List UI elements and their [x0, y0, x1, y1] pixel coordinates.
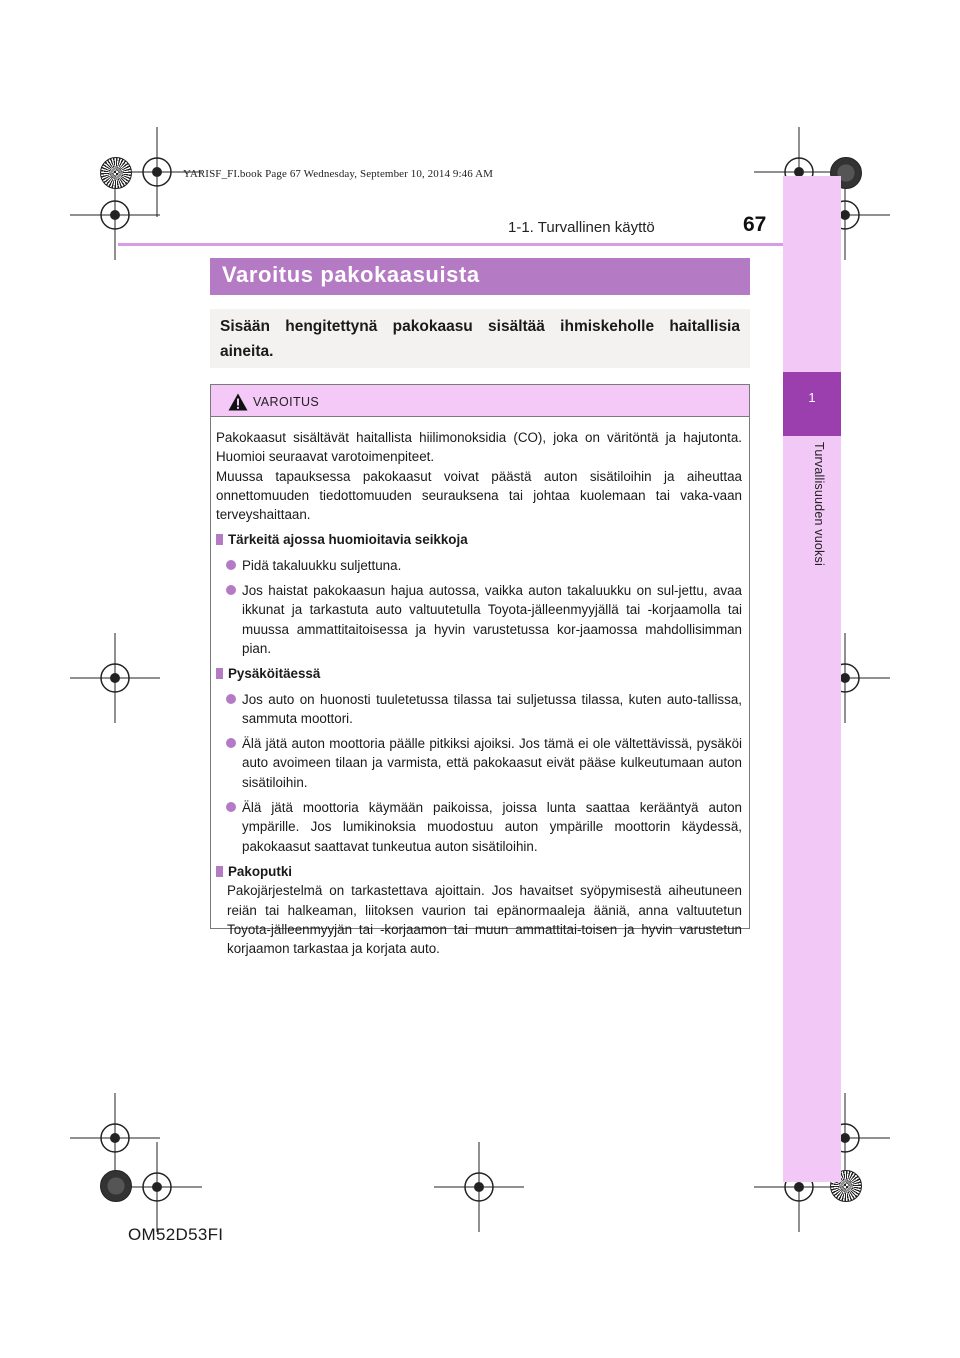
round-bullet-icon: [226, 694, 236, 704]
warning-triangle-icon: [228, 393, 248, 411]
list-item: [226, 690, 742, 729]
square-bullet-icon: [216, 866, 223, 877]
round-bullet-icon: [226, 560, 236, 570]
registration-crosshair-icon: [434, 1142, 524, 1232]
square-bullet-icon: [216, 668, 223, 679]
round-bullet-icon: [226, 585, 236, 595]
list-item-text: Älä jätä moottoria käymään paikoissa, joissa lunta saattaa kerääntyä auton ympärille. Jos lumikinoksia muodostuu auton ympärille moottorin käydessä, pakokaasut saattavat tunkeutua auton sisätiloihin.: [242, 800, 742, 854]
warning-label: VAROITUS: [253, 395, 320, 409]
registration-crosshair-icon: [70, 633, 160, 723]
document-code: OM52D53FI: [128, 1225, 224, 1244]
subheading-exhaust-pipe: [216, 862, 742, 881]
registration-burst-icon: [100, 157, 132, 189]
subheading-driving: [216, 530, 742, 549]
chapter-title: Turvallisuuden vuoksi: [812, 442, 826, 566]
page-title: Varoitus pakokaasuista: [222, 262, 480, 287]
header-rule: [118, 243, 783, 246]
exhaust-pipe-text: Pakojärjestelmä on tarkastettava ajoittain. Jos havaitset syöpymisestä aiheutuneen reiän tai halkeaman, liitoksen vaurion tai epänormaaleja ääniä, anna valtuutetun Toyota-jälleenmyyjän tai -korjaamon tai muun ammattitai-toisen ja hyvin varustetun korjaamon tarkastaa ja korjata auto.: [227, 883, 742, 957]
warning-content: [216, 428, 742, 958]
chapter-side-strip: [783, 176, 841, 1182]
book-stamp: YARISF_FI.book Page 67 Wednesday, September 10, 2014 9:46 AM: [183, 168, 494, 180]
round-bullet-icon: [226, 738, 236, 748]
list-item-text: Jos auto on huonosti tuuletetussa tilassa tai suljetussa tilassa, kuten auto-tallissa, sammuta moottori.: [242, 691, 742, 726]
list-item-text: Jos haistat pakokaasun hajua autossa, vaikka auton takaluukku on sul-jettu, avaa ikkunat ja tarkastuta auto valtuutetulla Toyota-jälleenmyyjällä tai -korjaamolla tai muussa ammattitaitoisessa ja hyvin varustetussa kor-jaamossa mahdollisimman pian.: [242, 583, 742, 656]
section-label: 1-1. Turvallinen käyttö: [508, 219, 655, 236]
list-item-text: Älä jätä auton moottoria päälle pitkiksi ajoiksi. Jos tämä ei ole vältettävissä, pysäköi auto avoimeen tilaan ja varmista, että pakokaasut eivät pääse kulkeutumaan auton sisätiloihin.: [242, 736, 742, 790]
round-bullet-icon: [226, 802, 236, 812]
warning-intro-2: Muussa tapauksessa pakokaasut voivat päästä auton sisätiloihin ja aiheuttaa onnettomuuden tiedottomuuden seurauksena tai johtaa kuolemaan tai vaka-vaan terveyshaittaan.: [216, 468, 742, 523]
registration-dot-icon: [100, 1170, 132, 1202]
chapter-number: 1: [808, 390, 816, 405]
list-item: [226, 581, 742, 658]
subheading-text: Tärkeitä ajossa huomioitavia seikkoja: [228, 532, 468, 548]
subheading-text: Pysäköitäessä: [228, 666, 321, 682]
list-item: [226, 798, 742, 856]
summary-text: Sisään hengitettynä pakokaasu sisältää ihmiskeholle haitallisia aineita.: [220, 318, 740, 360]
list-item: [226, 734, 742, 792]
square-bullet-icon: [216, 534, 223, 545]
list-item-text: Pidä takaluukku suljettuna.: [242, 557, 402, 573]
page-number: 67: [743, 213, 767, 236]
subheading-text: Pakoputki: [228, 863, 292, 879]
list-item: [226, 556, 742, 575]
warning-intro-1: Pakokaasut sisältävät haitallista hiilimonoksidia (CO), joka on väritöntä ja hajutonta. Huomioi seuraavat varotoimenpiteet.: [216, 430, 742, 465]
subheading-parking: [216, 664, 742, 683]
